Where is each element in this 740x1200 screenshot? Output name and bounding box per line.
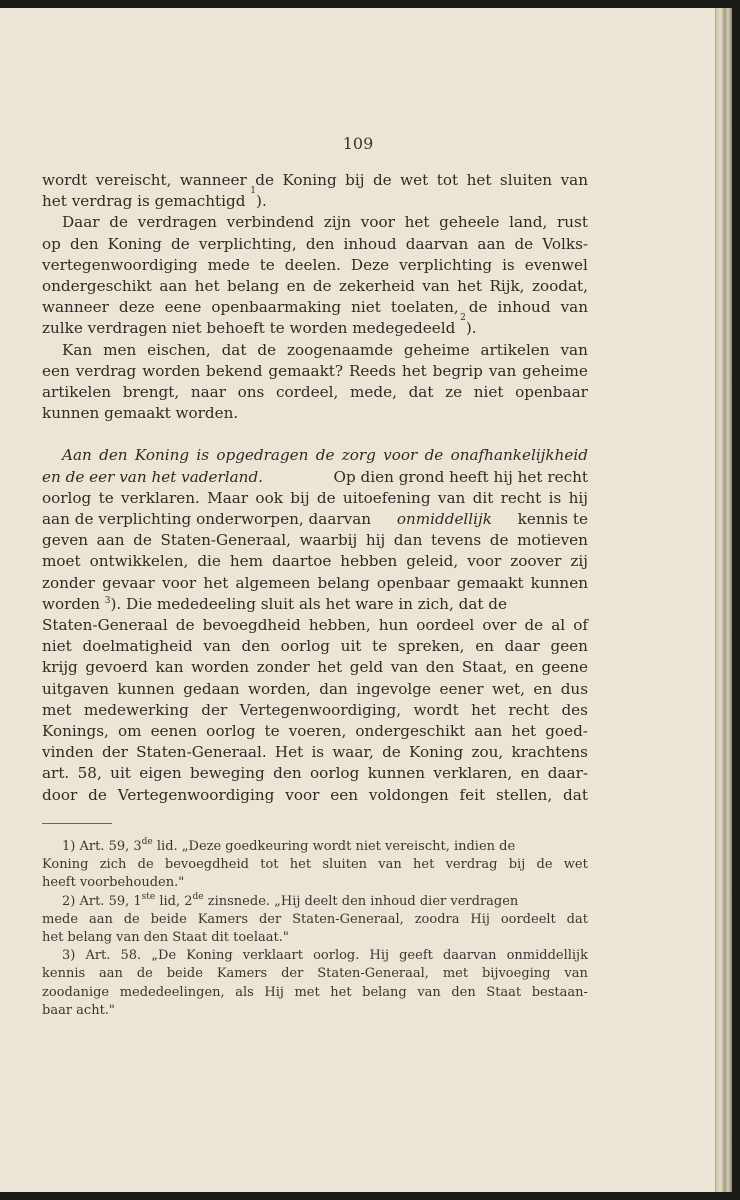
- text-line: vertegenwoordiging mede te deelen. Deze verplichting is evenwel: [42, 255, 588, 274]
- text-line: kunnen gemaakt worden.: [42, 404, 239, 423]
- text-line: door de Vertegenwoordiging voor een voldongen feit stellen, dat: [42, 785, 588, 804]
- text-line: krijg gevoerd kan worden zonder het geld van den Staat, en geene: [42, 658, 588, 677]
- text-line: op den Koning de verplichting, den inhoud daarvan aan de Volks-: [42, 234, 588, 253]
- text-line: ondergeschikt aan het belang en de zekerheid van het Rijk, zoodat,: [42, 277, 588, 296]
- footnote-line: baar acht.": [42, 1002, 115, 1018]
- footnote-line: 3) Art. 58. „De Koning verklaart oorlog. Hij geeft daarvan onmiddellijk: [62, 948, 588, 964]
- text-line: worden $^3$). Die mededeeling sluit als het ware in zich, dat de: [42, 594, 508, 613]
- footnote-line: het belang van den Staat dit toelaat.": [42, 930, 289, 946]
- text-line: wordt vereischt, wanneer de Koning bij de wet tot het sluiten van: [42, 171, 588, 189]
- footnotes: [42, 838, 588, 1020]
- page-edge: [716, 8, 732, 1192]
- text-line: moet ontwikkelen, die hem daartoe hebben geleid, voor zoover zij: [42, 552, 588, 571]
- text-line: Daar de verdragen verbindend zijn voor het geheele land, rust: [62, 213, 588, 232]
- footnote-line: kennis aan de beide Kamers der Staten-Generaal, met bijvoeging van: [42, 966, 588, 982]
- footnote-line: 2) Art. 59, 1ste lid, 2de zinsnede. „Hij deelt den inhoud dier verdragen: [62, 891, 519, 909]
- text-line: Staten-Generaal de bevoegdheid hebben, hun oordeel over de al of: [42, 616, 588, 635]
- text-line: met medewerking der Vertegenwoordiging, wordt het recht des: [42, 700, 588, 719]
- footnote-line: mede aan de beide Kamers der Staten-Generaal, zoodra Hij oordeelt dat: [42, 911, 588, 927]
- text-line: een verdrag worden bekend gemaakt? Reeds het begrip van geheime: [42, 361, 588, 380]
- text-line: Kan men eischen, dat de zoogenaamde geheime artikelen van: [62, 340, 588, 359]
- body-text: [42, 170, 588, 806]
- text-line: Aan den Koning is opgedragen de zorg voor de onafhankelijkheid: [62, 446, 588, 465]
- footnote-line: heeft voorbehouden.": [42, 875, 185, 891]
- text-line: het verdrag is gemachtigd 1 ).: [42, 191, 588, 212]
- text-line: art. 58, uit eigen beweging den oorlog kunnen verklaren, en daar-: [42, 764, 588, 783]
- text-line: zulke verdragen niet behoeft te worden medegedeeld 2 ).: [42, 318, 588, 339]
- footnote-line: zoodanige mededeelingen, als Hij met het belang van den Staat bestaan-: [42, 984, 588, 1000]
- text-line: en de eer van het vaderland. Op dien grond heeft hij het recht: [42, 467, 588, 486]
- text-line: aan de verplichting onderworpen, daarvan onmiddellijk kennis te: [42, 510, 588, 529]
- footnote-ref: 1: [250, 186, 257, 197]
- page-number: 109: [342, 134, 374, 153]
- text-line: zonder gevaar voor het algemeen belang openbaar gemaakt kunnen: [42, 573, 588, 592]
- text-line: vinden der Staten-Generaal. Het is waar, de Koning zou, krachtens: [42, 743, 588, 762]
- text-line: uitgaven kunnen gedaan worden, dan ingevolge eener wet, en dus: [42, 679, 588, 698]
- footnote-ref: 3: [104, 595, 111, 606]
- footnote-ref: 2: [460, 313, 466, 324]
- text-line: niet doelmatigheid van den oorlog uit te spreken, en daar geen: [42, 637, 588, 656]
- book-page: [0, 8, 716, 1192]
- text-line: geven aan de Staten-Generaal, waarbij hij dan tevens de motieven: [42, 531, 588, 550]
- footnote-line: Koning zich de bevoegdheid tot het sluiten van het verdrag bij de wet: [42, 857, 588, 873]
- text-line: Konings, om eenen oorlog te voeren, ondergeschikt aan het goed-: [42, 722, 588, 741]
- text-line: oorlog te verklaren. Maar ook bij de uitoefening van dit recht is hij: [42, 488, 588, 507]
- footnote-line: 1) Art. 59, 3de lid. „Deze goedkeuring wordt niet vereischt, indien de: [62, 837, 516, 854]
- text-line: wanneer deze eene openbaarmaking niet toelaten, de inhoud van: [42, 298, 588, 317]
- text-line: artikelen brengt, naar ons cordeel, mede, dat ze niet openbaar: [42, 383, 588, 402]
- footnote-divider: [42, 823, 112, 824]
